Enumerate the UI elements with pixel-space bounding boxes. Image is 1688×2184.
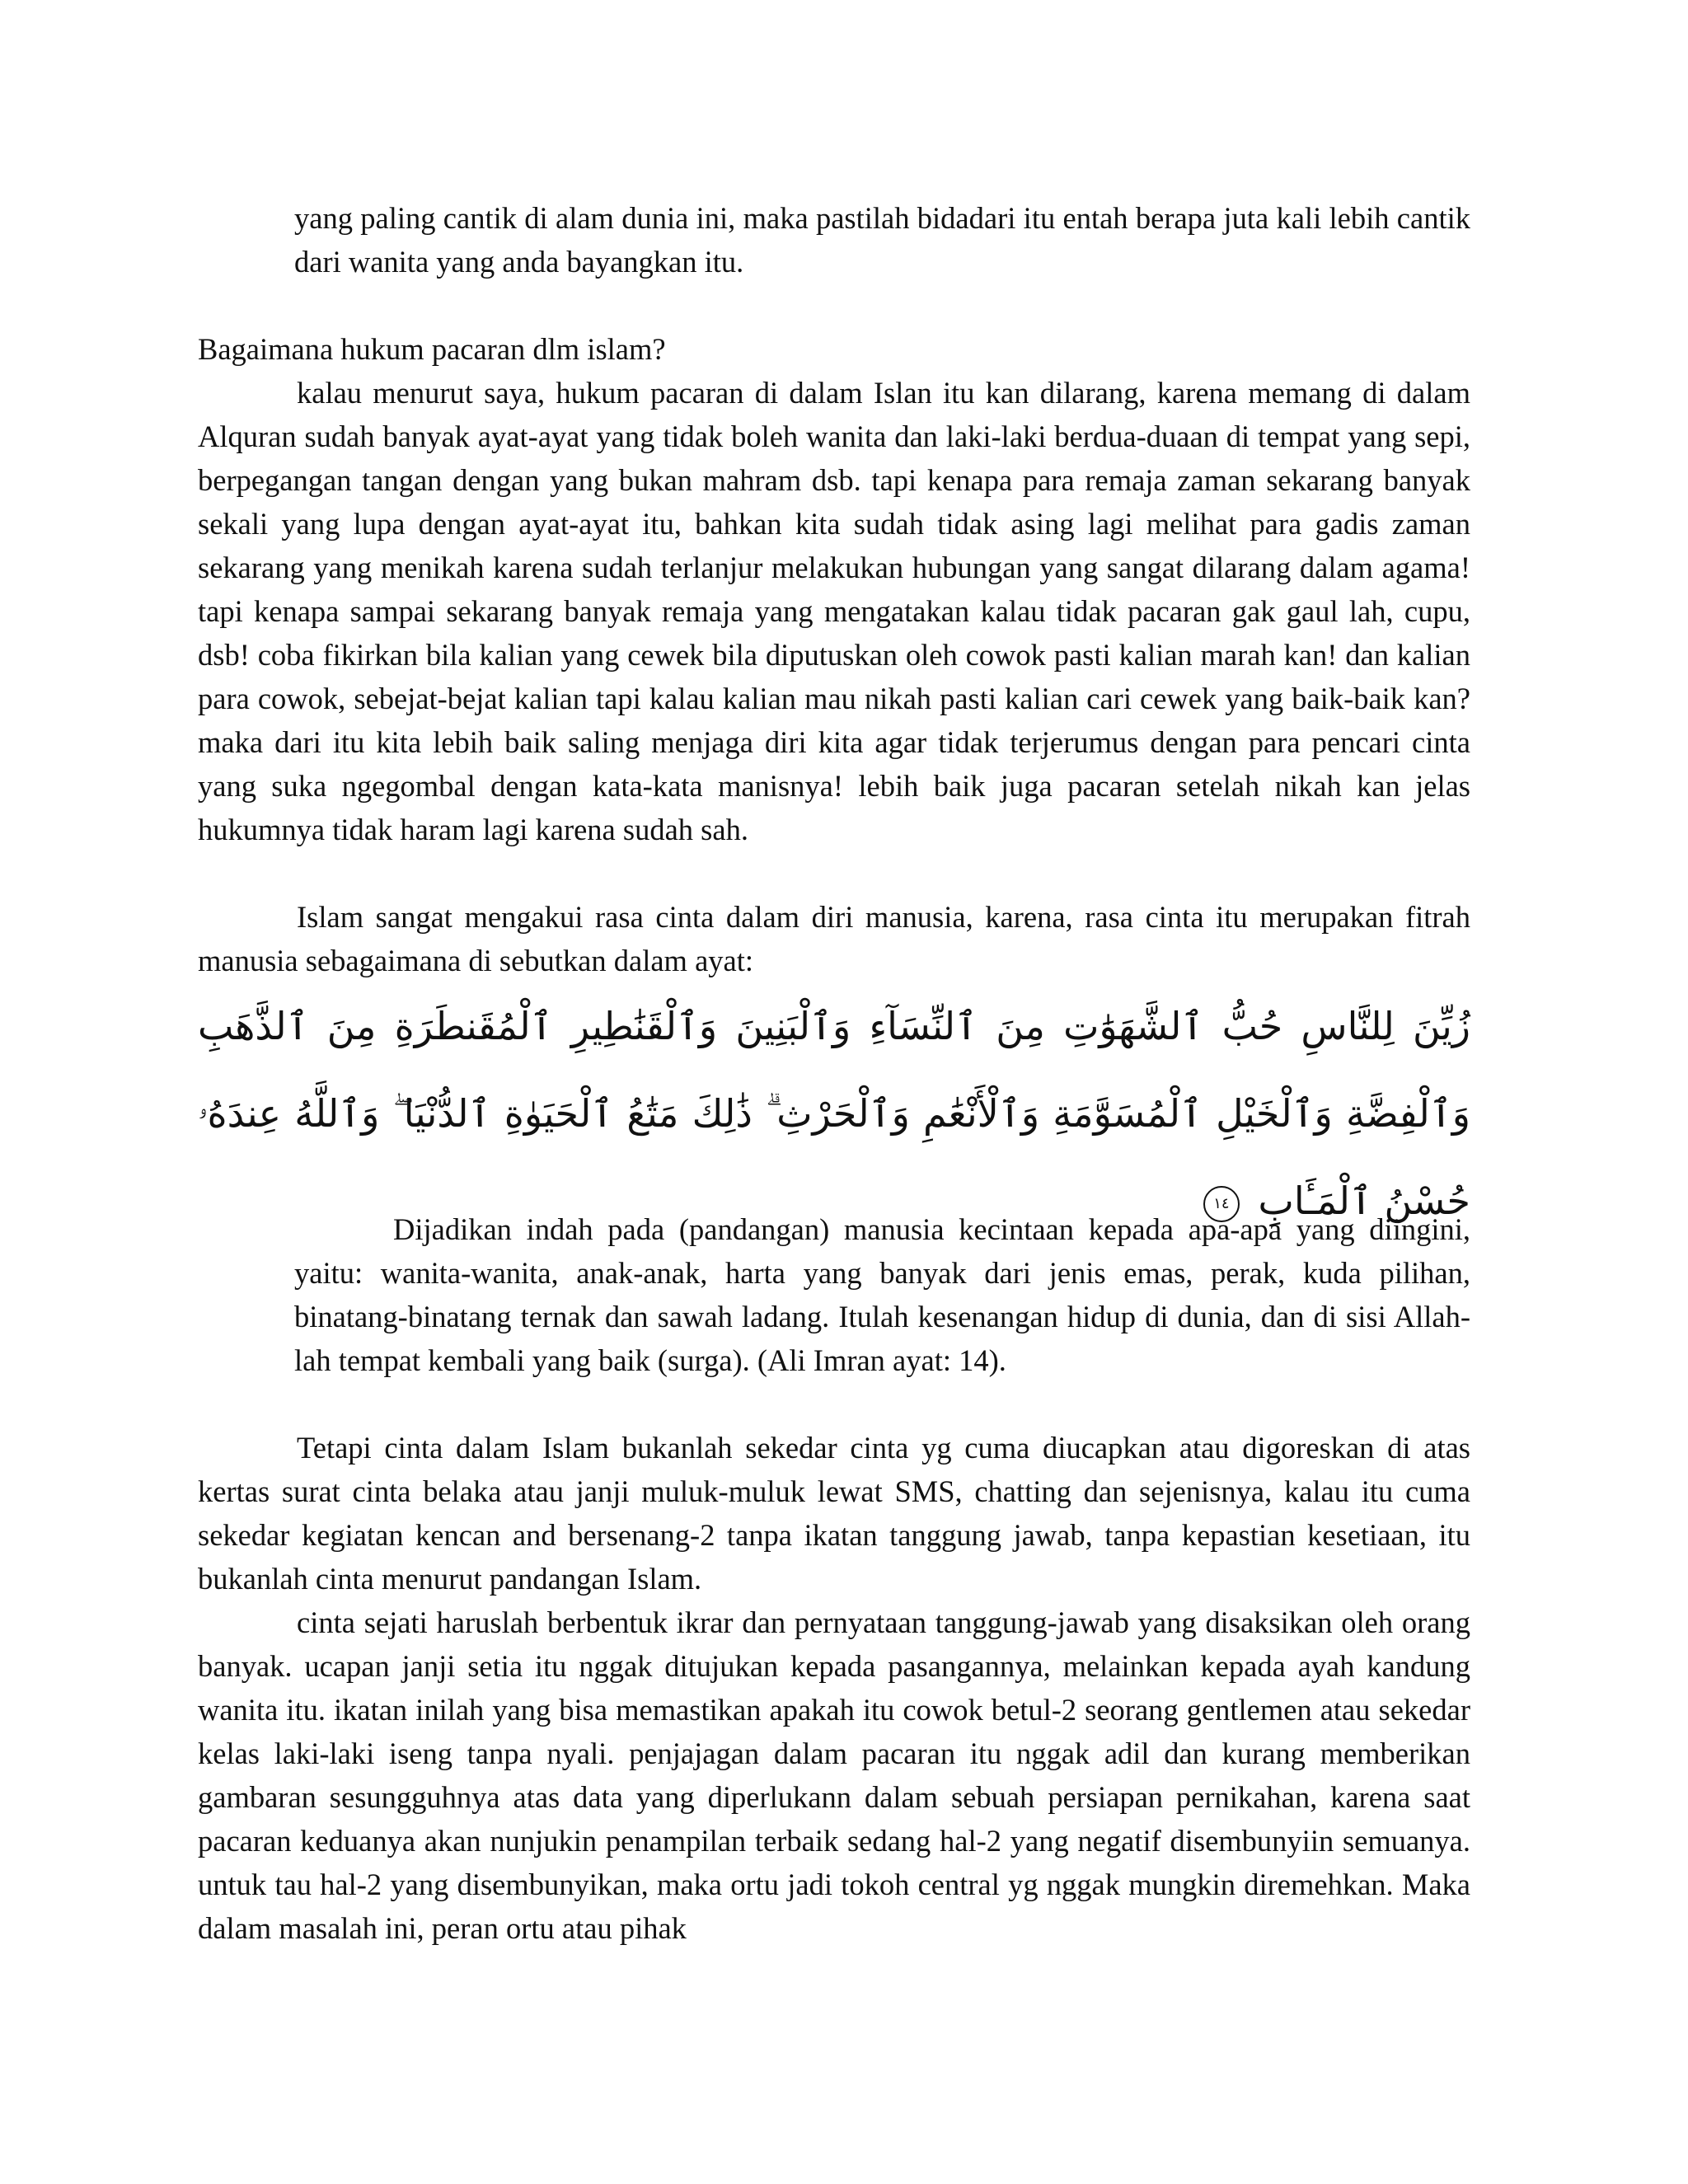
paragraph-opinion: kalau menurut saya, hukum pacaran di dalam Islan itu kan dilarang, karena memang di dalam Alquran sudah banyak ayat-ayat yang tidak boleh wanita dan laki-laki berdua-duaan di tempat yang sepi, berpegangan tangan dengan yang bukan mahram dsb. tapi kenapa para remaja zaman sekarang banyak sekali yang lupa dengan ayat-ayat itu, bahkan kita sudah tidak asing lagi melihat para gadis zaman sekarang yang menikah karena sudah terlanjur melakukan hubungan yang sangat dilarang dalam agama! tapi kenapa sampai sekarang banyak remaja yang mengatakan kalau tidak pacaran gak gaul lah, cupu, dsb! coba fikirkan bila kalian yang cewek bila diputuskan oleh cowok pasti kalian marah kan! dan kalian para cowok, sebejat-bejat kalian tapi kalau kalian mau nikah pasti kalian cari cewek yang baik-baik kan? maka dari itu kita lebih baik saling menjaga diri kita agar tidak terjerumus dengan para pencari cinta yang suka ngegombal dengan kata-kata manisnya! lebih baik juga pacaran setelah nikah kan jelas hukumnya tidak haram lagi karena sudah sah. <box>198 376 1470 846</box>
question-heading: Bagaimana hukum pacaran dlm islam? <box>198 332 666 366</box>
paragraph-intro-continuation: yang paling cantik di alam dunia ini, maka pastilah bidadari itu entah berapa juta kali lebih cantik dari wanita yang anda bayangkan itu. <box>294 201 1470 279</box>
paragraph-love-fitrah: Islam sangat mengakui rasa cinta dalam diri manusia, karena, rasa cinta itu merupakan fitrah manusia sebagaimana di sebutkan dalam ayat: <box>198 900 1470 977</box>
paragraph-true-love: cinta sejati haruslah berbentuk ikrar dan pernyataan tanggung-jawab yang disaksikan oleh orang banyak. ucapan janji setia itu nggak ditujukan kepada pasangannya, melainkan kepada ayah kandung wanita itu. ikatan inilah yang bisa memastikan apakah itu cowok betul-2 seorang gentlemen atau sekedar kelas laki-laki iseng tanpa nyali. penjajagan dalam pacaran itu nggak adil dan kurang memberikan gambaran sesungguhnya atas data yang diperlukann dalam sebuah persiapan pernikahan, karena saat pacaran keduanya akan nunjukin penampilan terbaik sedang hal-2 yang negatif disembunyiin semuanya. untuk tau hal-2 yang disembunyikan, maka ortu jadi tokoh central yg nggak mungkin diremehkan. Maka dalam masalah ini, peran ortu atau pihak <box>198 1605 1470 1945</box>
quran-verse-text: زُيِّنَ لِلنَّاسِ حُبُّ ٱلشَّهَوَٰتِ مِنَ ٱلنِّسَآءِ وَٱلْبَنِينَ وَٱلْقَنَٰطِيرِ ٱلْمُقَنطَرَةِ مِنَ ٱلذَّهَبِ وَٱلْفِضَّةِ وَٱلْخَيْلِ ٱلْمُسَوَّمَةِ وَٱلْأَنْعَٰمِ وَٱلْحَرْثِ ۗ ذَٰلِكَ مَتَٰعُ ٱلْحَيَوٰةِ ٱلدُّنْيَا ۖ وَٱللَّهُ عِندَهُۥ حُسْنُ ٱلْمَـَٔابِ <box>198 1004 1470 1223</box>
quran-verse-arabic <box>198 982 1470 1244</box>
ayah-number-icon: ١٤ <box>1203 1186 1240 1222</box>
paragraph-verse-translation: Dijadikan indah pada (pandangan) manusia kecintaan kepada apa-apa yang diingini, yaitu: wanita-wanita, anak-anak, harta yang banyak dari jenis emas, perak, kuda pilihan, binatang-binatang ternak dan sawah ladang. Itulah kesenangan hidup di dunia, dan di sisi Allah-lah tempat kembali yang baik (surga). (Ali Imran ayat: 14). <box>294 1212 1470 1377</box>
paragraph-islam-love: Tetapi cinta dalam Islam bukanlah sekedar cinta yg cuma diucapkan atau digoreskan di atas kertas surat cinta belaka atau janji muluk-muluk lewat SMS, chatting dan sejenisnya, kalau itu cuma sekedar kegiatan kencan and bersenang-2 tanpa ikatan tanggung jawab, tanpa kepastian kesetiaan, itu bukanlah cinta menurut pandangan Islam. <box>198 1431 1470 1596</box>
